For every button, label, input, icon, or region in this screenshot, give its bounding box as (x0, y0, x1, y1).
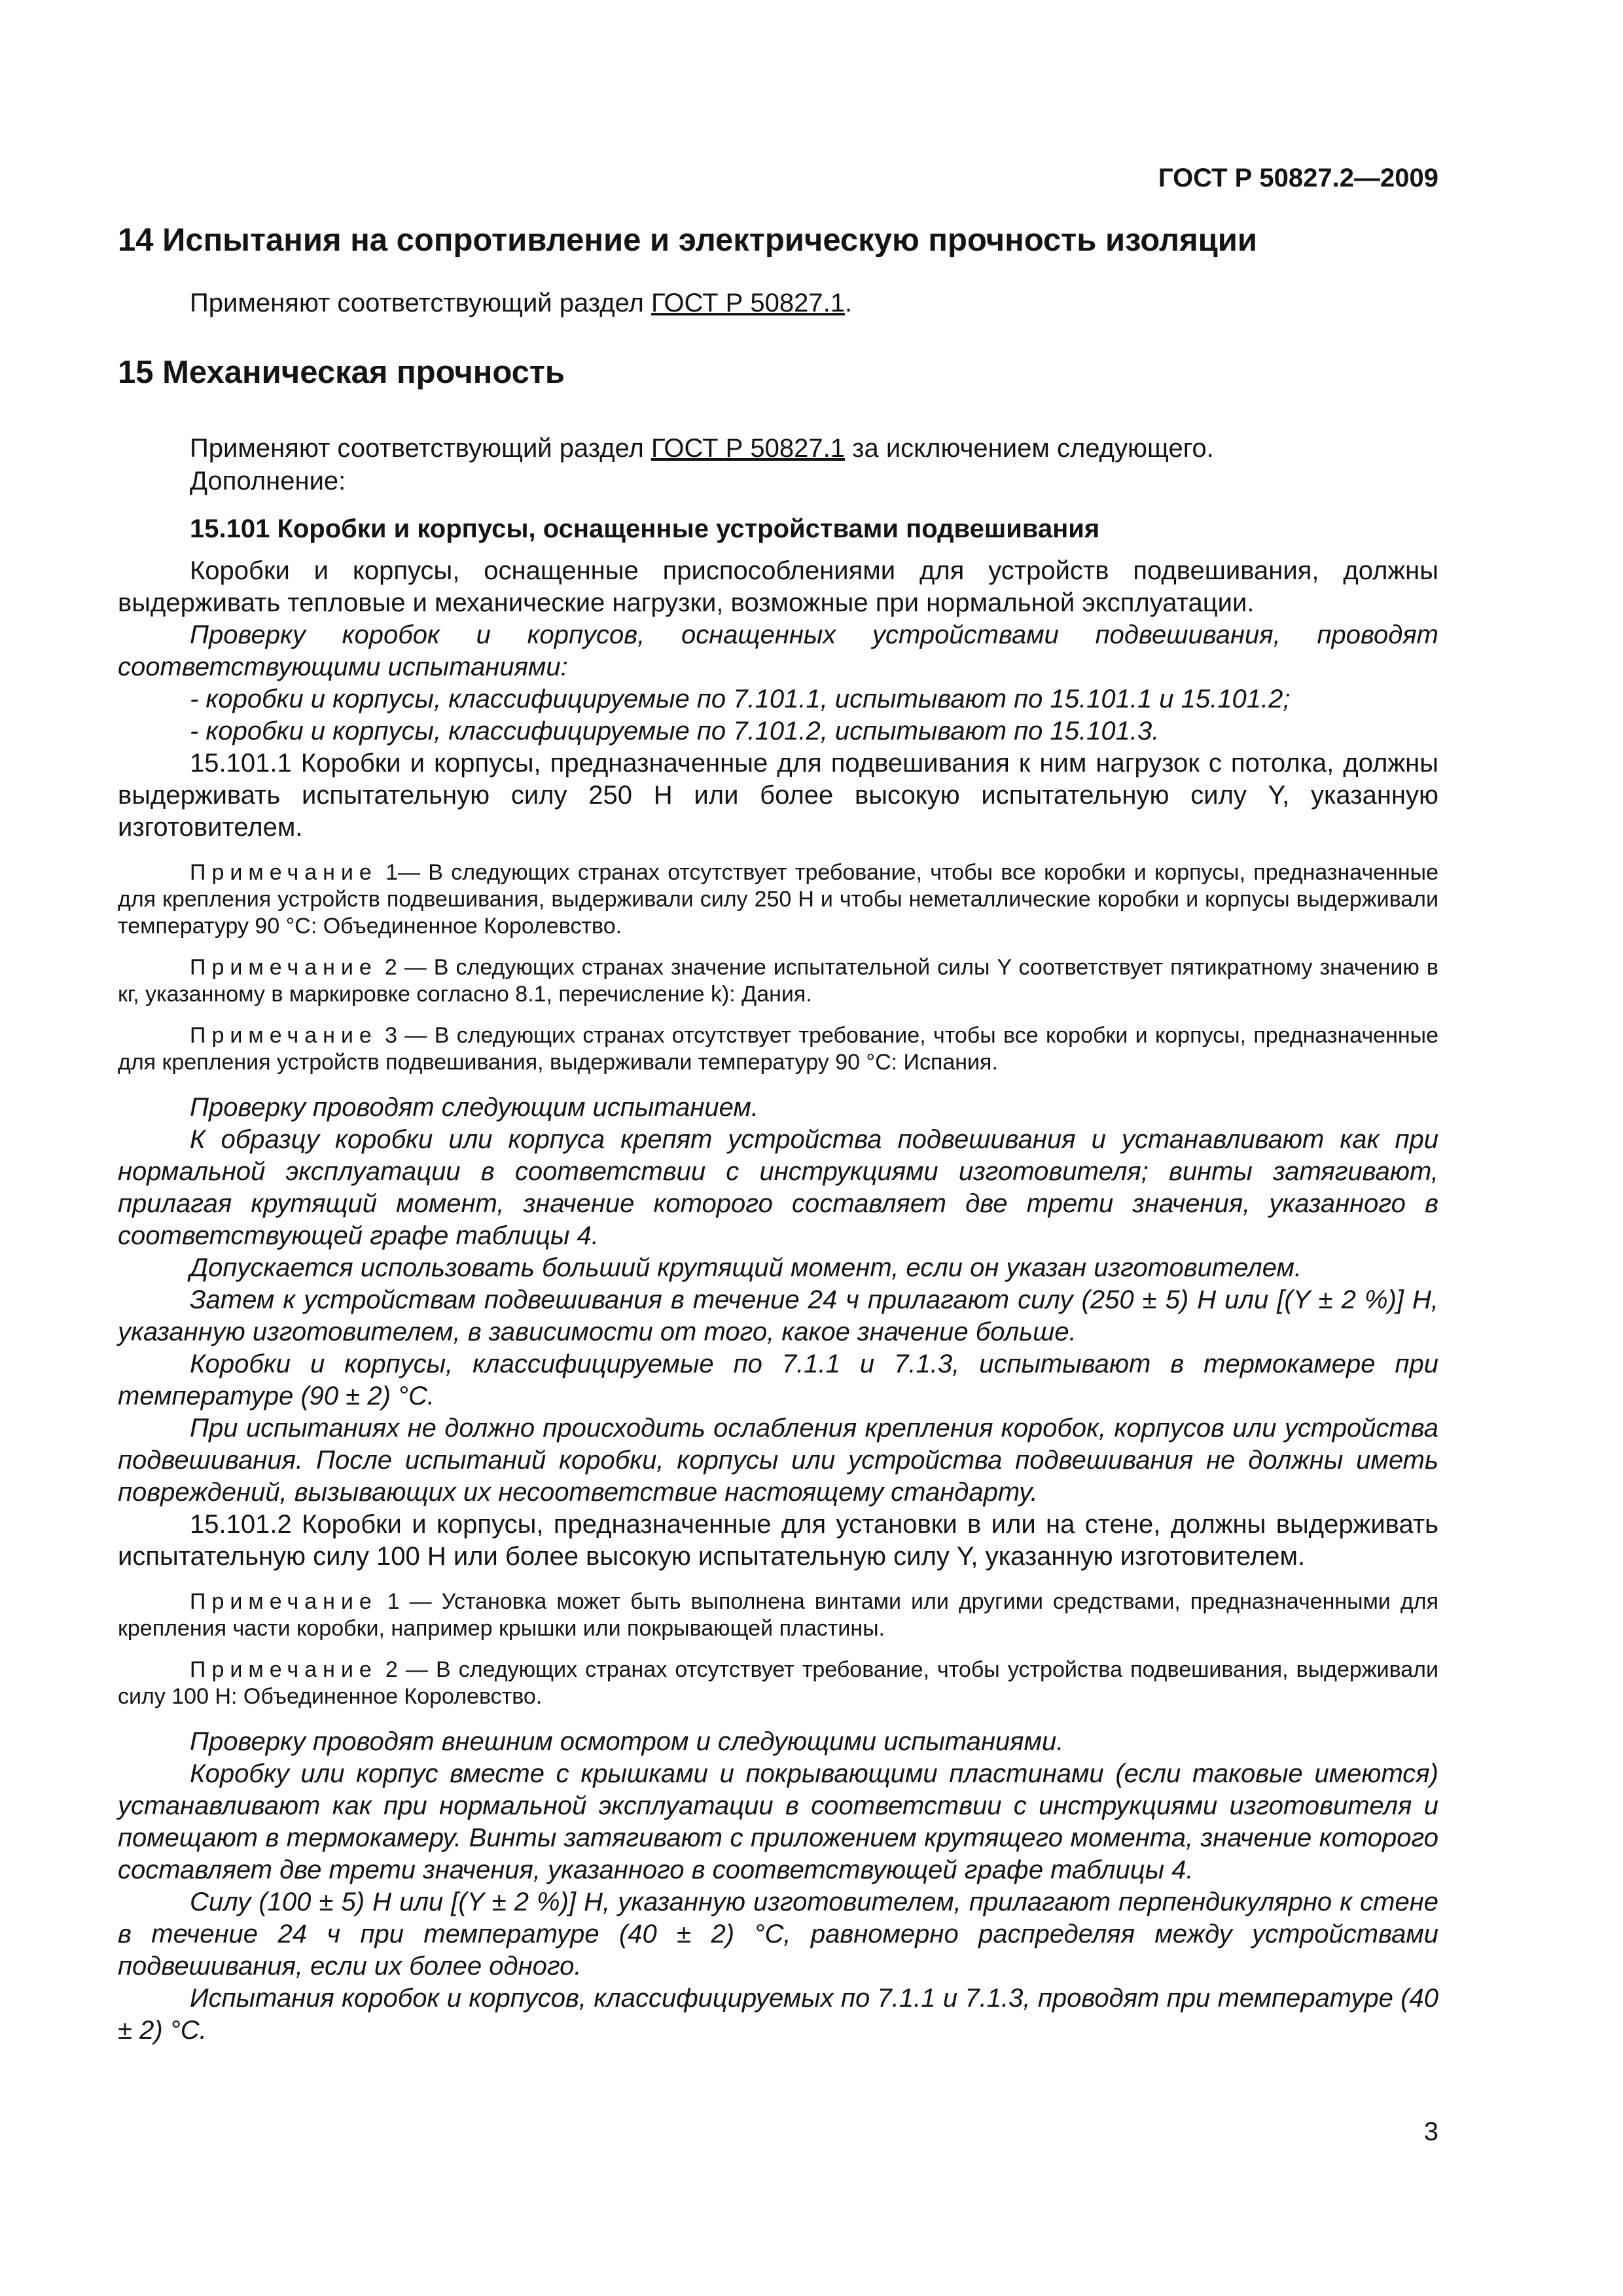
standard-header: ГОСТ Р 50827.2—2009 (1158, 164, 1438, 192)
paragraph: Проверку проводят следующим испытанием. (190, 1093, 758, 1122)
list-item: - коробки и корпусы, классифицируемые по 7.101.1, испытывают по 15.101.1 и 15.101.2; (190, 685, 1291, 713)
gost-link-2[interactable]: ГОСТ Р 50827.1 (651, 434, 845, 463)
section-14-text-a: Применяют соответствующий раздел (190, 289, 651, 317)
note-text: 2 — В следующих странах отсутствует требование, чтобы устройства подвешивания, выдерживали силу 100 Н: Объединенное Королевство. (118, 1657, 1438, 1709)
note-text: 3 — В следующих странах отсутствует требование, чтобы все коробки и корпусы, предназначенные для крепления устройств подвешивания, выдерживали температуру 90 °С: Испания. (118, 1023, 1438, 1075)
note-label: Примечание (190, 860, 378, 885)
subsection-body-2 (118, 1092, 1438, 1573)
notes-block-2 (118, 1588, 1438, 1710)
paragraph: При испытаниях не должно происходить ослабления крепления коробок, корпусов или устройства подвешивания. После испытаний коробки, корпусы или устройства подвешивания не должны иметь повреждений, вызывающих их несоответствие настоящему стандарту. (118, 1414, 1438, 1507)
section-15-text (118, 432, 1438, 465)
paragraph: Допускается использовать больший крутящий момент, если он указан изготовителем. (190, 1253, 1302, 1282)
note-label: Примечание (190, 1657, 378, 1682)
note-text: 1 — Установка может быть выполнена винтами или другими средствами, предназначенными для крепления части коробки, например крышки или покрывающей пластины. (118, 1589, 1438, 1641)
note (118, 1657, 1438, 1710)
subsection-body-3 (118, 1726, 1438, 2047)
paragraph: Коробку или корпус вместе с крышками и покрывающими пластинами (если таковые имеются) устанавливают как при нормальной эксплуатации в соответствии с инструкциями изготовителя и помещают в термокамеру. Винты затягивают с приложением крутящего момента, значение которого составляет две трети значения, указанного в соответствующей графе таблицы 4. (118, 1759, 1438, 1884)
note-label: Примечание (190, 1023, 378, 1048)
note-text: 2 — В следующих странах значение испытательной силы Y соответствует пятикратному значению в кг, указанному в маркировке согласно 8.1, перечисление k): Дания. (118, 955, 1438, 1007)
section-15-text-b: за исключением следующего. (845, 434, 1214, 463)
subsection-15-101-title: 15.101 Коробки и корпусы, оснащенные устройствами подвешивания (190, 514, 1100, 543)
document-page (118, 162, 1438, 2047)
paragraph: 15.101.1 Коробки и корпусы, предназначенные для подвешивания к ним нагрузок с потолка, должны выдерживать испытательную силу 250 Н или более высокую испытательную силу Y, указанную изготовителем. (118, 749, 1438, 842)
list-item: - коробки и корпусы, классифицируемые по 7.101.2, испытывают по 15.101.3. (190, 717, 1160, 745)
page-number: 3 (1423, 2117, 1438, 2146)
gost-link-1[interactable]: ГОСТ Р 50827.1 (651, 289, 845, 317)
paragraph: К образцу коробки или корпуса крепят устройства подвешивания и устанавливают как при нормальной эксплуатации в соответствии с инструкциями изготовителя; винты затягивают, прилагая крутящий момент, значение которого составляет две трети значения, указанного в соответствующей графе таблицы 4. (118, 1125, 1438, 1250)
section-15-text-a: Применяют соответствующий раздел (190, 434, 651, 463)
note-label: Примечание (190, 1589, 378, 1614)
paragraph: Проверку коробок и корпусов, оснащенных устройствами подвешивания, проводят соответствующими испытаниями: (118, 620, 1438, 681)
paragraph: Затем к устройствам подвешивания в течение 24 ч прилагают силу (250 ± 5) Н или [(Y ± 2 %)] Н, указанную изготовителем, в зависимости от того, какое значение больше. (118, 1285, 1438, 1346)
addition-label: Дополнение: (190, 467, 346, 495)
paragraph: Коробки и корпусы, оснащенные приспособлениями для устройств подвешивания, должны выдерживать тепловые и механические нагрузки, возможные при нормальной эксплуатации. (118, 556, 1438, 617)
note (118, 954, 1438, 1008)
note-text: 1— В следующих странах отсутствует требование, чтобы все коробки и корпусы, предназначенные для крепления устройств подвешивания, выдерживали силу 250 Н и чтобы неметаллические коробки и корпусы выдерживали температуру 90 °С: Объединенное Королевство. (118, 860, 1438, 939)
note (118, 1588, 1438, 1642)
paragraph: 15.101.2 Коробки и корпусы, предназначенные для установки в или на стене, должны выдерживать испытательную силу 100 Н или более высокую испытательную силу Y, указанную изготовителем. (118, 1510, 1438, 1571)
section-15-title: 15 Механическая прочность (118, 355, 565, 390)
note (118, 1022, 1438, 1076)
notes-block-1 (118, 859, 1438, 1076)
paragraph: Силу (100 ± 5) Н или [(Y ± 2 %)] Н, указанную изготовителем, прилагают перпендикулярно к стене в течение 24 ч при температуре (40 ± 2) °С, равномерно распределяя между устройствами подвешивания, если их более одного. (118, 1888, 1438, 1981)
section-14-text-b: . (845, 289, 853, 317)
section-14-title: 14 Испытания на сопротивление и электрическую прочность изоляции (118, 223, 1258, 258)
paragraph: Испытания коробок и корпусов, классифицируемых по 7.1.1 и 7.1.3, проводят при температуре (40 ± 2) °С. (118, 1984, 1438, 2045)
note (118, 859, 1438, 940)
paragraph: Проверку проводят внешним осмотром и следующими испытаниями. (190, 1727, 1064, 1756)
section-14-text (118, 287, 1438, 319)
note-label: Примечание (190, 955, 378, 980)
subsection-body-1 (118, 555, 1438, 844)
paragraph: Коробки и корпусы, классифицируемые по 7.1.1 и 7.1.3, испытывают в термокамере при температуре (90 ± 2) °С. (118, 1350, 1438, 1410)
